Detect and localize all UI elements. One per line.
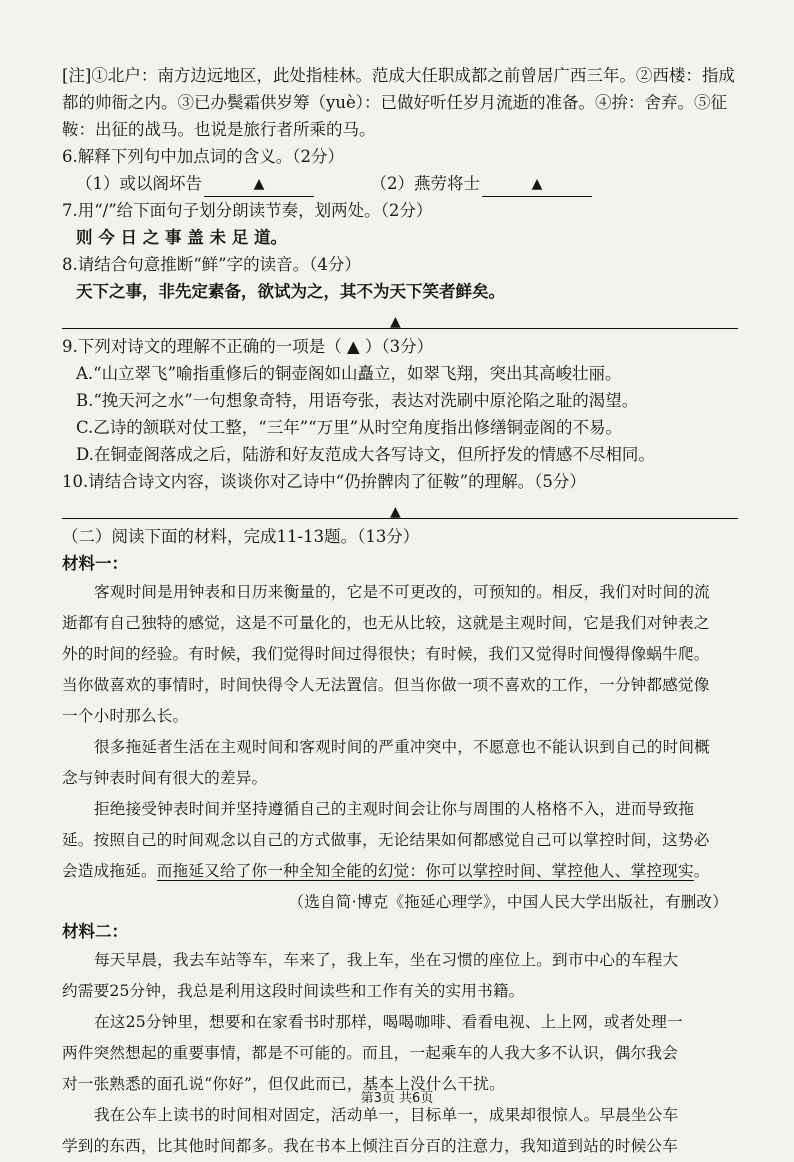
paragraph-line: 外的时间的经验。有时候，我们觉得时间过得很快；有时候，我们又觉得时间慢得像蜗牛爬。 bbox=[62, 645, 710, 663]
triangle-marker-icon: ▲ bbox=[390, 504, 401, 520]
answer-line[interactable] bbox=[62, 305, 738, 333]
paragraph-line: 拒绝接受钟表时间并坚持遵循自己的主观时间会让你与周围的人格格不入，进而导致拖 bbox=[94, 800, 695, 818]
triangle-marker-icon: ▲ bbox=[390, 314, 401, 330]
question-9-option-a: A.“山立翠飞”喻指重修后的铜壶阁如山矗立，如翠飞翔，突出其高峻壮丽。 bbox=[76, 364, 622, 383]
question-6-stem: 6.解释下列句中加点词的含义。（2分） bbox=[62, 147, 344, 166]
question-6-items bbox=[62, 170, 738, 197]
paragraph-line: 对一张熟悉的面孔说“你好”，但仅此而已，基本上没什么干扰。 bbox=[62, 1075, 505, 1093]
note-line: 都的帅衙之内。③已办鬓霜供岁筹（yuè）：已做好听任岁月流逝的准备。④拚：舍弃。⑤征 bbox=[62, 93, 727, 112]
paragraph-line-underlined bbox=[62, 856, 738, 887]
answer-blank[interactable] bbox=[204, 178, 314, 197]
paragraph-line: 两件突然想起的重要事情，都是不可能的。而且，一起乘车的人我大多不认识，偶尔我会 bbox=[62, 1044, 678, 1062]
triangle-marker-icon: ▲ bbox=[253, 176, 265, 192]
section-2-title: （二）阅读下面的材料，完成11-13题。（13分） bbox=[62, 527, 420, 546]
question-6-item-1: （1）或以阁坏告 bbox=[76, 174, 202, 193]
question-8-sentence: 天下之事，非先定素备，欲试为之，其不为天下笑者鲜矣。 bbox=[76, 282, 505, 301]
paragraph-line: 约需要25分钟，我总是利用这段时间读些和工作有关的实用书籍。 bbox=[62, 982, 525, 1000]
question-6-item-2: （2）燕劳将士 bbox=[370, 174, 480, 193]
paragraph-line: 延。按照自己的时间观念以自己的方式做事，无论结果如何都感觉自己可以掌控时间，这势必 bbox=[62, 831, 710, 849]
paragraph-line: 逝都有自己独特的感觉，这是不可量化的，也无从比较，这就是主观时间，它是我们对钟表之 bbox=[62, 614, 710, 632]
paragraph-line: 念与钟表时间有很大的差异。 bbox=[62, 769, 268, 787]
material-2-body bbox=[62, 945, 738, 1162]
answer-blank[interactable] bbox=[482, 178, 592, 197]
triangle-marker-icon: ▲ bbox=[531, 176, 543, 192]
paragraph-line: 当你做喜欢的事情时，时间快得令人无法置信。但当你做一项不喜欢的工作，一分钟都感觉像 bbox=[62, 676, 710, 694]
plain-text: 。 bbox=[693, 862, 710, 880]
note-line: [注]①北户：南方边远地区，此处指桂林。范成大任职成都之前曾居广西三年。②西楼：指成 bbox=[62, 66, 735, 85]
paragraph-line: 在这25分钟里，想要和在家看书时那样，喝喝咖啡、看看电视、上上网，或者处理一 bbox=[94, 1013, 683, 1031]
question-9-stem: 9.下列对诗文的理解不正确的一项是（ ▲ ）（3分） bbox=[62, 337, 434, 356]
paragraph-line: 学到的东西，比其他时间都多。我在书本上倾注百分百的注意力，我知道到站的时候公车 bbox=[62, 1137, 678, 1155]
plain-text: 会造成拖延。 bbox=[62, 862, 157, 880]
question-10-stem: 10.请结合诗文内容，谈谈你对乙诗中“仍拚髀肉了征鞍”的理解。（5分） bbox=[62, 472, 586, 491]
paragraph-line: 每天早晨，我去车站等车，车来了，我上车，坐在习惯的座位上。到市中心的车程大 bbox=[94, 951, 679, 969]
material-1-body bbox=[62, 577, 738, 918]
note-line: 鞍：出征的战马。也说是旅行者所乘的马。 bbox=[62, 120, 376, 139]
underlined-sentence: 而拖延又给了你一种全知全能的幻觉：你可以掌控时间、掌控他人、掌控现实 bbox=[156, 862, 694, 880]
question-7-sentence: 则 今 日 之 事 盖 未 足 道。 bbox=[76, 228, 287, 247]
paragraph-line: 客观时间是用钟表和日历来衡量的，它是不可更改的，可预知的。相反，我们对时间的流 bbox=[94, 583, 710, 601]
paragraph-line: 很多拖延者生活在主观时间和客观时间的严重冲突中，不愿意也不能认识到自己的时间概 bbox=[94, 738, 710, 756]
question-9-option-c: C.乙诗的颔联对仗工整，“三年”“万里”从时空角度指出修缮铜壶阁的不易。 bbox=[76, 418, 623, 437]
question-9-option-b: B.“挽天河之水”一句想象奇特，用语夸张，表达对洗刷中原沦陷之耻的渴望。 bbox=[76, 391, 639, 410]
question-9-option-d: D.在铜壶阁落成之后，陆游和好友范成大各写诗文，但所抒发的情感不尽相同。 bbox=[76, 445, 655, 464]
material-2-label: 材料二： bbox=[62, 922, 128, 941]
page-footer: 第3页 共6页 bbox=[360, 1091, 434, 1106]
paragraph-line: 我在公车上读书的时间相对固定，活动单一，目标单一，成果却很惊人。早晨坐公车 bbox=[94, 1106, 679, 1124]
material-1-source: （选自简·博克《拖延心理学》，中国人民大学出版社，有删改） bbox=[288, 893, 728, 911]
notes-block bbox=[62, 62, 738, 143]
question-8-stem: 8.请结合句意推断“鲜”字的读音。（4分） bbox=[62, 255, 361, 274]
question-7-stem: 7.用“/”给下面句子划分朗读节奏，划两处。（2分） bbox=[62, 201, 433, 220]
answer-line[interactable] bbox=[62, 495, 738, 523]
material-1-label: 材料一： bbox=[62, 554, 128, 573]
paragraph-line: 一个小时那么长。 bbox=[62, 707, 189, 725]
